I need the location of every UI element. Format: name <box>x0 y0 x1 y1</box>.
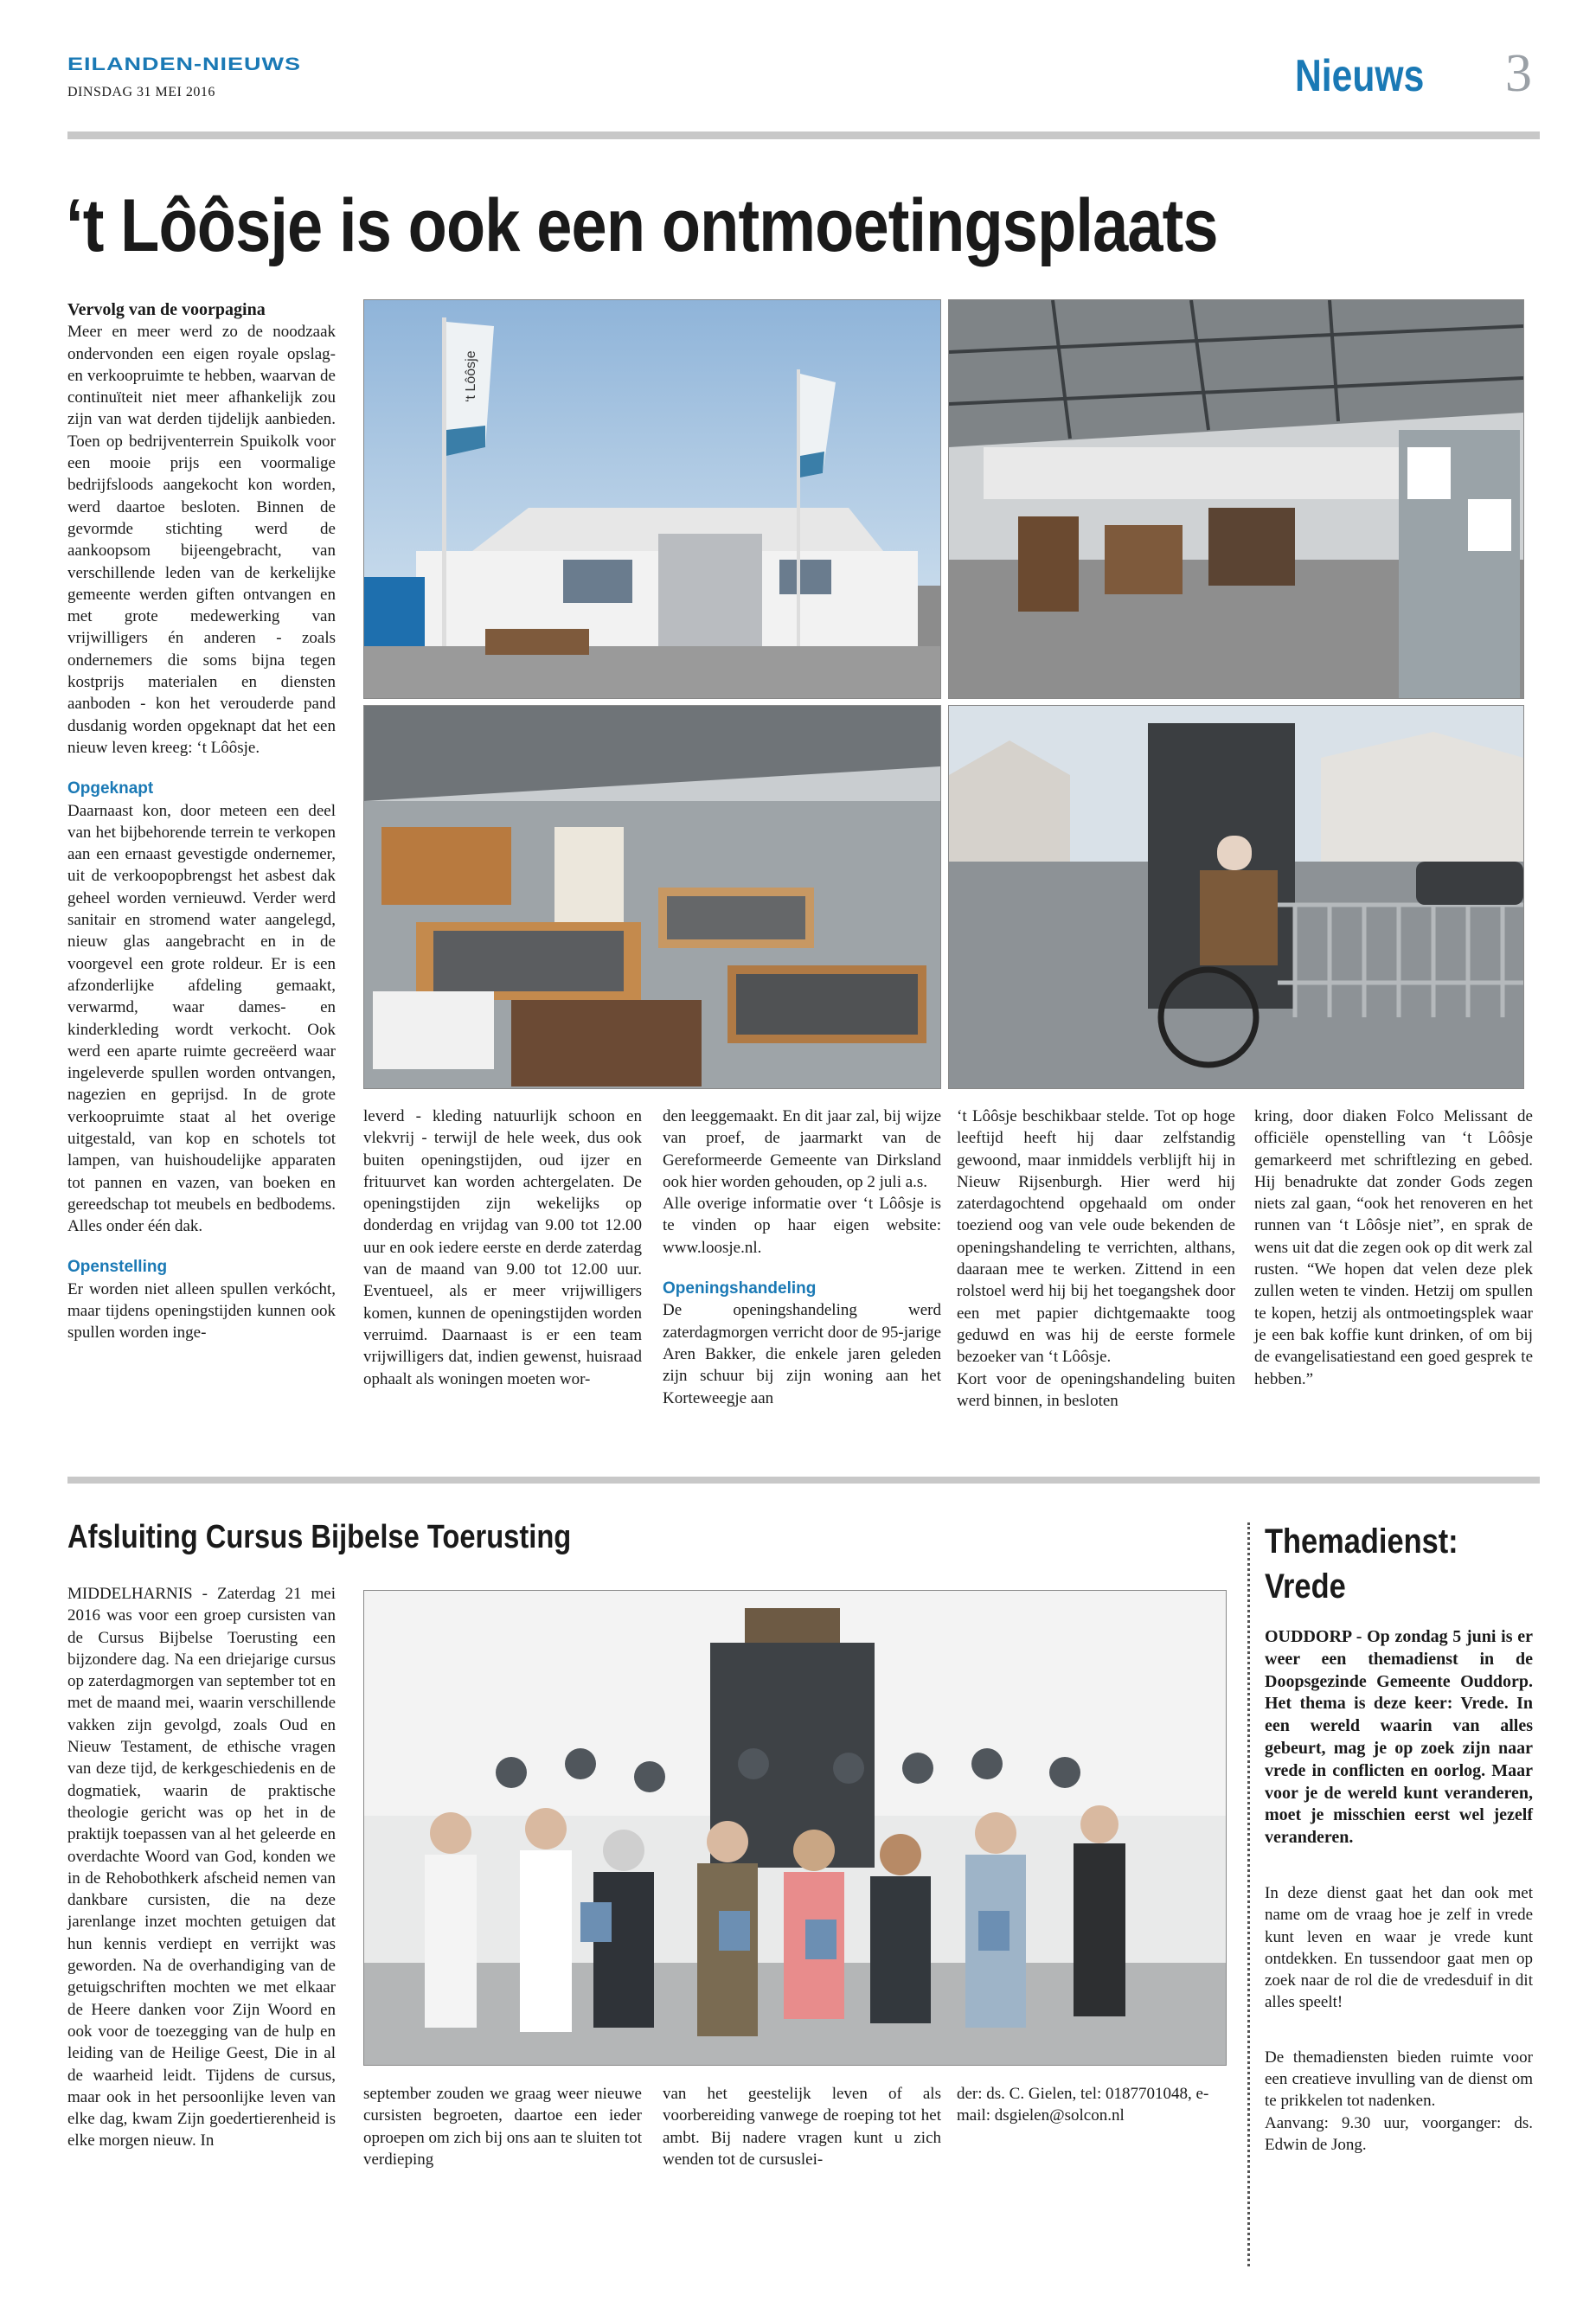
paragraph: MIDDELHARNIS - Zaterdag 21 mei 2016 was voor een groep cursisten van de Cursus Bijbelse Toerusting een bijzondere dag. Na een driejarige cursus op zaterdagmorgen van september tot en met de maand mei, waarin verschillende vakken zijn gevolgd, zoals Oud en Nieuw Testament, de ethische vragen van deze tijd, de kerkgeschiedenis en de dogmatiek, waarin de praktische theologie gericht was op het in de praktijk toepassen van al het geleerde en overdachte Woord van God, konden we in de Rehobothkerk afscheid nemen van dankbare cursisten, die na deze jarenlange inzet mochten getuigen dat hun kennis verdiept en verrijkt was geworden. Na de overhandiging van de getuigschriften mochten we met elkaar de Heere danken voor Zijn Woord en ook voor de toezegging van de hulp en leiding van de Heilige Geest, Die in al de waarheid leidt. Tijdens de cursus, maar ook in het persoonlijke leven van elke dag, kwam Zijn goedertierenheid is elke morgen nieuw. In <box>67 1585 336 2150</box>
newspaper-logo: EILANDEN-NIEUWS <box>67 54 301 74</box>
paragraph: Er worden niet alleen spullen verkócht, maar tijdens openingstijden kunnen ook spullen worden inge- <box>67 1279 336 1343</box>
article-column-3 <box>663 1106 941 1409</box>
paragraph: kring, door diaken Folco Melissant de officiële openstelling van ‘t Lôôsje gemarkeerd met schriftlezing en gebed. Hij benadrukte dat zonder Gods zegen niets zal gaan, “ook het renoveren en het runnen van ‘t Lôôsje niet”, en sprak de wens uit dat die zegen ook op dit werk zal rusten. “We hopen dat velen deze plek zullen weten te vinden. Hetzij om spullen te kopen, hetzij als ontmoetingsplek waar je een bak koffie kunt drinken, of om bij de evangelisatiestand een goed gesprek te hebben.” <box>1254 1107 1533 1388</box>
article-column-1 <box>67 299 336 1344</box>
top-rule <box>67 131 1540 139</box>
paragraph: Aanvang: 9.30 uur, voorganger: ds. Edwin de Jong. <box>1265 2113 1533 2154</box>
photo-opening-ceremony <box>948 705 1524 1089</box>
article-column-5 <box>1254 1106 1533 1390</box>
sidebar-divider <box>1247 1522 1250 2266</box>
photo-furniture-hall <box>363 705 941 1089</box>
article2-column-3 <box>663 2083 941 2170</box>
paragraph: der: ds. C. Gielen, tel: 0187701048, e-mail: dsgielen@solcon.nl <box>957 2085 1209 2125</box>
paragraph: Kort voor de openingshandeling buiten werd binnen, in besloten <box>957 1369 1235 1410</box>
sidebar-lead: OUDDORP - Op zondag 5 juni is er weer een themadienst in de Doopsgezinde Gemeente Ouddorp. Het thema is deze keer: Vrede. In een wereld waarin van alles gebeurt, mag je op zoek zijn naar vrede in conflicten en oorlog. Maar voor je de wereld kunt veranderen, moet je misschien eerst wel jezelf veranderen. <box>1265 1627 1533 1848</box>
subheading-openstelling: Openstelling <box>67 1258 168 1277</box>
paragraph: De openingshandeling werd zaterdagmorgen verricht door de 95-jarige Aren Bakker, die enkele jaren geleden zijn schuur bij zijn woning aan het Korteweegje aan <box>663 1301 941 1407</box>
paragraph: den leeggemaakt. En dit jaar zal, bij wijze van proef, de jaarmarkt van de Gereformeerde Gemeente van Dirksland ook hier worden gehouden, op 2 juli a.s. <box>663 1107 941 1191</box>
sidebar-title-line-1: Themadienst: <box>1265 1522 1458 1561</box>
group-illustration <box>364 1591 1226 2065</box>
paragraph: Alle overige informatie over ‘t Lôôsje is te vinden op haar eigen website: www.loosje.nl. <box>663 1195 941 1257</box>
paragraph: Meer en meer werd zo de noodzaak ondervonden een eigen royale opslag- en verkoopruimte te hebben, waarvan de continuïteit niet meer afhankelijk zou zijn van wat derden tijdelijk aanbieden. Toen op bedrijventerrein Spuikolk voor een mooie prijs een voormalige bedrijfsloods aangekocht kon worden, werd daartoe besloten. Binnen de gevormde stichting werd de aankoopsom bijeengebracht, van verschillende leden van de kerkelijke gemeente werden giften ontvangen en met grote medewerking van vrijwilligers én anderen - zoals ondernemers die soms bijna tegen kostprijs materialen en diensten aanboden - kon het verouderde pand dusdanig worden opgeknapt dat het een nieuw leven kreeg: ‘t Lôôsje. <box>67 323 336 757</box>
article-column-2 <box>363 1106 642 1390</box>
paragraph: september zouden we graag weer nieuwe cursisten begroeten, daartoe een ieder oproepen om zich bij ons aan te sluiten tot verdieping <box>363 2085 642 2169</box>
intro-line: Vervolg van de voorpagina <box>67 300 266 319</box>
issue-date: DINSDAG 31 MEI 2016 <box>67 85 215 99</box>
flag-text: ‘t Lôôsje <box>464 350 478 402</box>
paragraph: De themadiensten bieden ruimte voor een creatieve invulling van de dienst om te prikkelen tot nadenken. <box>1265 2048 1533 2111</box>
paragraph: Daarnaast kon, door meteen een deel van het bijbehorende terrein te verkopen aan een ernaast gevestigde ondernemer, uit de verkoopopbrengst het asbest dak geheel worden vernieuwd. Verder werd sanitair en stromend water aangelegd, nieuw glas aangebracht en in de voorgevel een grote roldeur. Er is een afzonderlijke afdeling gemaakt, verwarmd, waar dames- en kinderkleding wordt verkocht. Ook werd een aparte ruimte gecreëerd waar ingeleverde spullen worden ontvangen, nagezien en geprijsd. In de grote verkoopruimte staat al het overige uitgestald, van kop en schotels tot lampen, van huishoudelijke apparaten tot pannen en vazen, van boeken en gereedschap tot meubels en bedbodems. Alles onder één dak. <box>67 801 336 1236</box>
building-illustration <box>364 300 940 698</box>
ceremony-illustration <box>949 706 1523 1088</box>
page-number: 3 <box>1505 44 1532 103</box>
sidebar-body <box>1265 1626 1533 2156</box>
paragraph: ‘t Lôôsje beschikbaar stelde. Tot op hoge leeftijd heeft hij daar zelfstandig gewoond, maar inmiddels verblijft hij in Nieuw Rijsenburgh. Hier werd hij zaterdagochtend opgehaald om onder toeziend oog van vele oude bekenden de openingshandeling te verrichten, althans, daaraan mee te werken. Zittend in een rolstoel werd hij bij het toegangshek door een met papier dichtgemaakte toog geduwd en was hij de eerste formele bezoeker van ‘t Lôôsje. <box>957 1107 1235 1367</box>
photo-building-exterior <box>363 299 941 699</box>
sidebar-title <box>1265 1519 1458 1609</box>
section-title: Nieuws <box>1295 51 1425 101</box>
article2-column-4 <box>957 2083 1235 2127</box>
article-headline: ‘t Lôôsje is ook een ontmoetingsplaats <box>66 184 1218 267</box>
paragraph: van het geestelijk leven of als voorbereiding vanwege de roeping tot het ambt. Bij nadere vragen kunt u zich wenden tot de cursuslei- <box>663 2085 941 2169</box>
sidebar-title-line-2: Vrede <box>1265 1567 1346 1606</box>
photo-group-graduates <box>363 1590 1227 2066</box>
paragraph: In deze dienst gaat het dan ook met name om de vraag hoe je zelf in vrede kunt leven en waar je vrede kunt ontdekken. En tussendoor gaat men op zoek naar de rol die de vredesduif in dit alles speelt! <box>1265 1883 1533 2012</box>
section-rule <box>67 1477 1540 1484</box>
paragraph: leverd - kleding natuurlijk schoon en vlekvrij - terwijl de hele week, dus ook buiten openingstijden, oud ijzer en frituurvet kan worden achtergelaten. De openingstijden zijn wekelijks op donderdag en vrijdag van 9.00 tot 12.00 uur en ook iedere eerste en derde zaterdag van de maand van 9.00 tot 12.00 uur. Eventueel, als er meer vrijwilligers komen, kunnen de openingstijden worden verruimd. Daarnaast is er een team vrijwilligers dat, indien gewenst, huisraad ophaalt als woningen moeten wor- <box>363 1107 642 1388</box>
photo-warehouse-interior <box>948 299 1524 699</box>
article2-column-2 <box>363 2083 642 2170</box>
furniture-illustration <box>364 706 940 1088</box>
article2-column-1 <box>67 1583 336 2152</box>
warehouse-illustration <box>949 300 1523 698</box>
article2-headline: Afsluiting Cursus Bijbelse Toerusting <box>67 1519 572 1555</box>
article-column-4 <box>957 1106 1235 1412</box>
subheading-openingshandeling: Openingshandeling <box>663 1279 817 1298</box>
subheading-opgeknapt: Opgeknapt <box>67 779 154 798</box>
